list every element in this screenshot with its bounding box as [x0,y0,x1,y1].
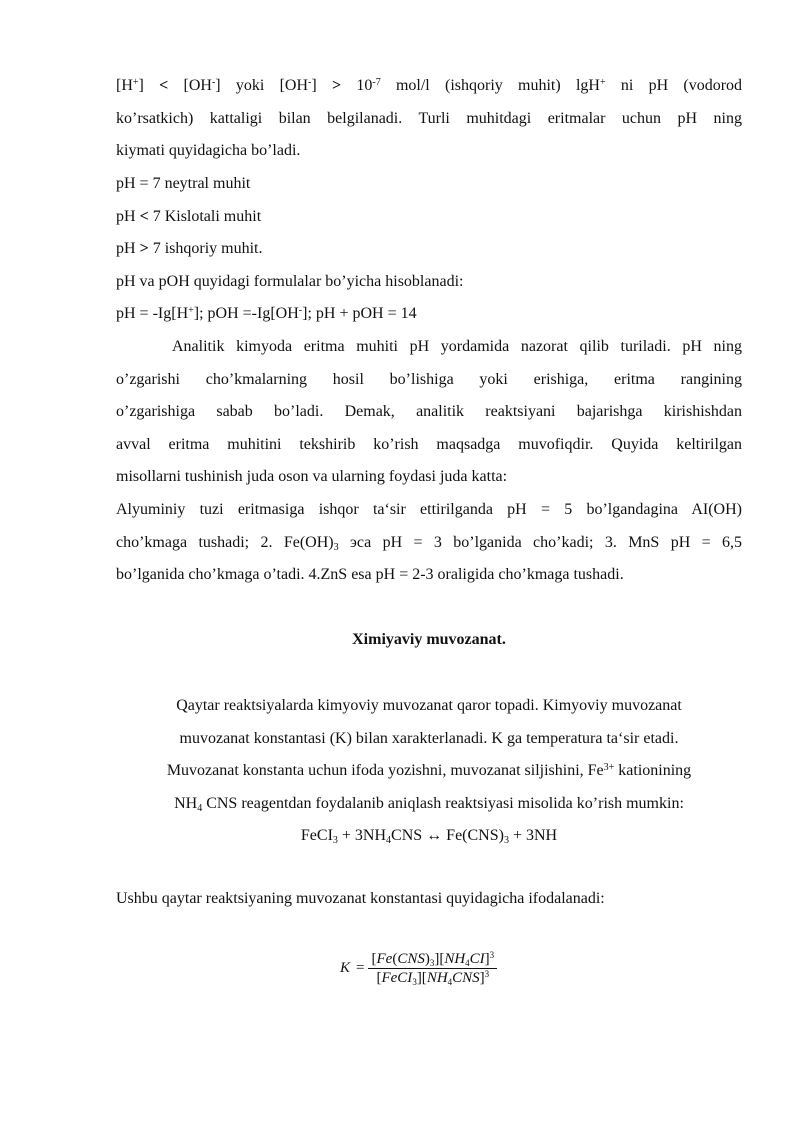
ph-list [116,168,742,331]
formula-fraction [368,950,497,987]
analytic-line-4: avval eritma muhitini tekshirib ko’rish maqsadga muvofiqdir. Quyida keltirilgan [116,435,742,453]
intro-paragraph [116,70,742,168]
formula-numerator: $[Fe(CNS)_3][NH_4CI]^3$ [368,950,497,969]
formula-k: K [340,960,351,976]
reversible-arrow-icon: ↔ [426,827,443,845]
analytic-line-2: o’zgarishi cho’kmalarning hosil bo’lishiga yoki erishiga, eritma rangining [116,370,742,388]
equilibrium-line-1: Qaytar reaktsiyalarda kimyoviy muvozanat qaror topadi. Kimyoviy muvozanat [176,697,682,714]
constant-intro: Ushbu qaytar reaktsiyaning muvozanat konstantasi quyidagicha ifodalanadi: [116,890,605,907]
formula-equals: = [356,960,365,976]
ph-alkaline: pH > 7 ishqoriy muhit. [116,240,263,258]
ph-neutral: pH = 7 neytral muhit [116,175,251,192]
examples-line-3: bo’lganida cho’kmaga o’tadi. 4.ZnS esa pH = 2-3 oraligida cho’kmaga tushadi. [116,566,624,584]
equilibrium-line-4: $NH_4$ CNS reagentdan foydalanib aniqlash reaktsiyasi misolida ko’rish mumkin: [174,794,684,814]
equilibrium-constant-formula [340,950,497,987]
examples-line-2: cho’kmaga tushadi; 2. $Fe(OH)_3$ эса pH = 3 bo’lganida cho’kadi; 3. MnS pH = 6,5 [116,533,743,553]
analytic-line-5: misollarni tushinish juda oson va ularning foydasi juda katta: [116,468,508,486]
ph-acidic: pH < 7 Kislotali muhit [116,207,262,225]
examples-line-1: Alyuminiy tuzi eritmasiga ishqor ta‘sir ettirilganda pH = 5 bo’lgandagina AI(OH) [116,501,742,518]
formula-denominator: $[FeCI_3][NH_4CNS]^3$ [376,969,490,987]
section-heading: Ximiyaviy muvozanat. [352,631,506,648]
analytic-line-1: Analitik kimyoda eritma muhiti pH yordamida nazorat qilib turiladi. pH ning [172,338,742,355]
equilibrium-line-3: Muvozanat konstanta uchun ifoda yozishni, muvozanat siljishini, $Fe^{3+}$ kationining [166,762,692,780]
ph-formula: pH = -Ig[H+]; pOH =-Ig[OH-]; pH + pOH = 14 [116,305,417,323]
intro-line-1: [H+] < [OH-] yoki $[OH^-] > 10^{-7}$ mol/l (ishqoriy muhit) lgH+ ni pH (vodorod [116,77,743,94]
ph-formula-intro: pH va pOH quyidagi formulalar bo’yicha hisoblanadi: [116,272,464,290]
analytic-line-3: o’zgarishiga sabab bo’ladi. Demak, analitik reaktsiyani bajarishga kirishishdan [116,403,742,421]
equilibrium-paragraph [116,690,742,853]
intro-line-3: kiymati quyidagicha bo’ladi. [116,142,301,160]
reaction-equation: FeCI$_3$ + $3NH_4CNS$ ↔ $Fe(CNS)_3 + 3NH$ [300,827,558,847]
analytic-paragraph [116,331,742,494]
examples-paragraph [116,494,742,592]
equilibrium-line-2: muvozanat konstantasi (K) bilan xarakterlanadi. K ga temperatura ta‘sir etadi. [179,729,679,747]
intro-line-2: ko’rsatkich) kattaligi bilan belgilanadi. Turli muhitdagi eritmalar uchun pH ning [116,109,742,127]
